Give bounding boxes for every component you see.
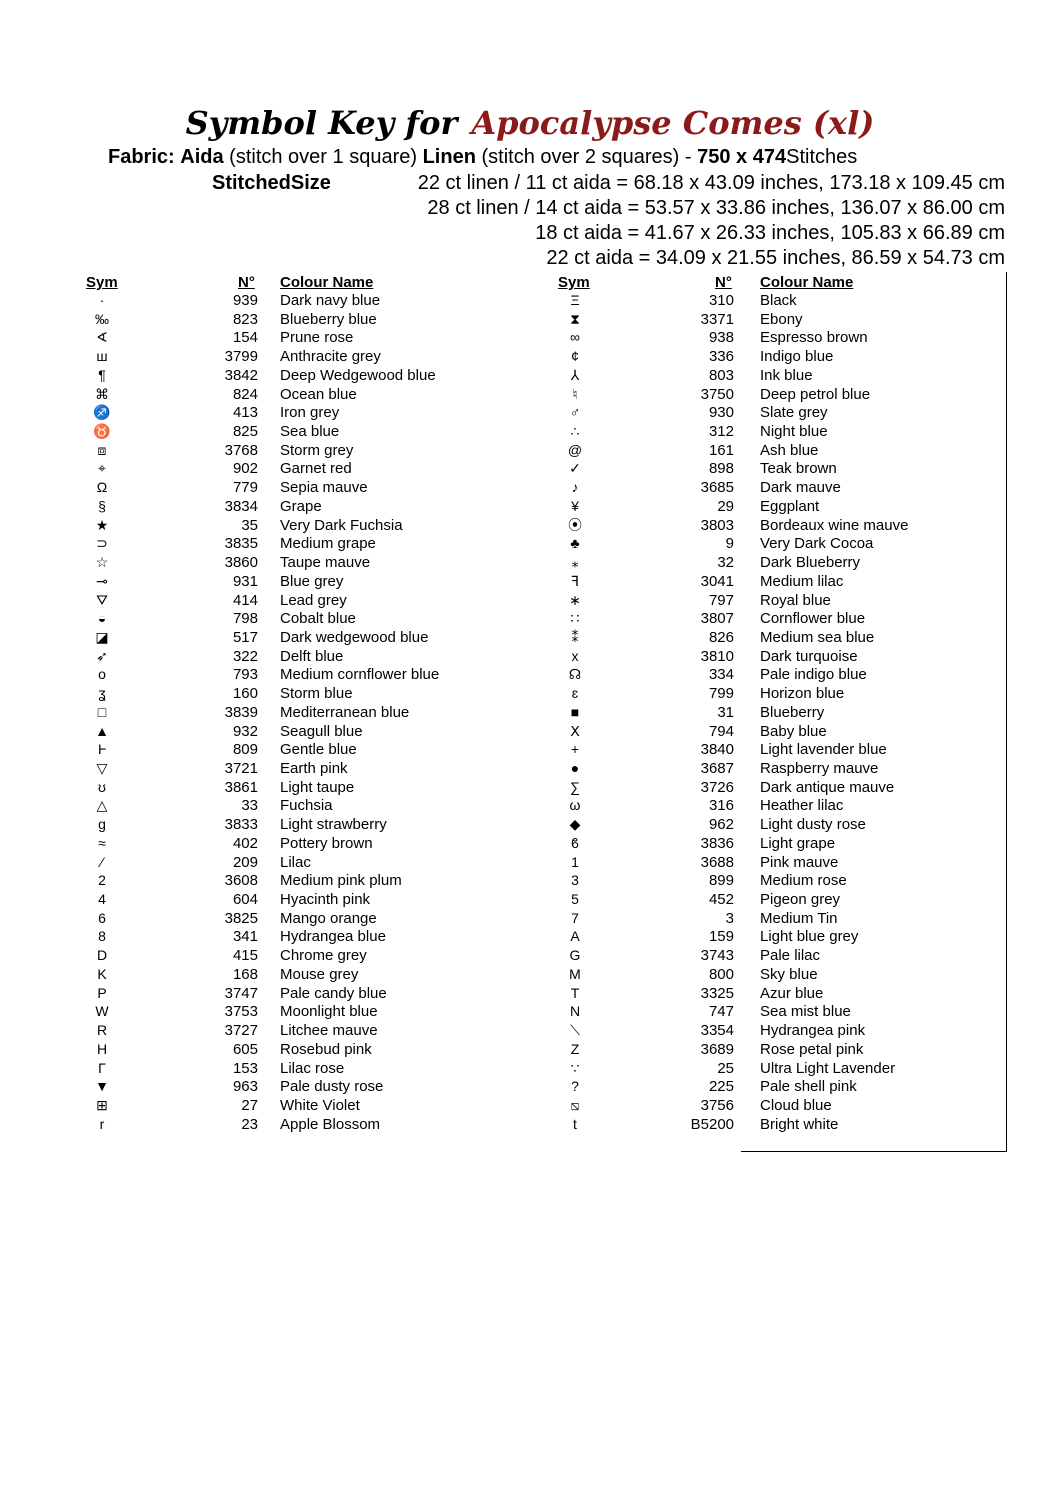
colour-name: Rose petal pink [760, 1040, 864, 1058]
dmc-number: 3 [725, 909, 734, 927]
symbol-glyph: R [96, 1022, 108, 1039]
colour-name: Storm grey [280, 441, 354, 459]
colour-name: Dark Blueberry [760, 554, 861, 572]
dmc-number: 452 [708, 891, 734, 909]
colour-name: Light blue grey [760, 928, 859, 946]
dmc-number: 27 [241, 1096, 258, 1114]
dmc-number: 341 [232, 928, 258, 946]
dmc-number: 310 [708, 292, 734, 309]
symbol-glyph: ш [96, 348, 108, 365]
fabric-label: Fabric: [108, 146, 175, 168]
dmc-number: 312 [708, 423, 734, 441]
dmc-number: 3834 [224, 497, 258, 515]
dmc-number: 3807 [700, 610, 734, 628]
dmc-number: 898 [708, 460, 734, 478]
colour-name: Light dusty rose [760, 816, 866, 834]
dmc-number: 3768 [224, 441, 258, 459]
dmc-number: 3750 [700, 385, 734, 403]
symbol-glyph: ¥ [571, 497, 579, 514]
colour-name: Espresso brown [760, 329, 868, 347]
dmc-number: 168 [232, 965, 258, 983]
dmc-number: 29 [717, 497, 734, 515]
symbol-glyph: ■ [570, 703, 580, 720]
colour-name: Mango orange [280, 909, 377, 927]
symbol-glyph: ⧗ [570, 310, 580, 327]
symbol-glyph: + [570, 741, 580, 758]
symbol-glyph: ⊃ [96, 535, 108, 552]
colour-name: Rosebud pink [280, 1040, 372, 1058]
symbol-glyph: 3 [571, 872, 579, 889]
symbol-glyph: 6 [98, 909, 106, 926]
colour-name: Light taupe [280, 778, 355, 796]
dmc-number: 800 [708, 965, 734, 983]
colour-name: Medium Tin [760, 909, 838, 927]
symbol-glyph: ∞ [570, 329, 580, 346]
symbol-glyph: ⛛ [96, 591, 108, 608]
symbol-glyph: ⦿ [568, 516, 582, 533]
symbol-glyph: 7 [571, 909, 579, 926]
dmc-number: 31 [717, 703, 734, 721]
symbol-glyph: ʊ [98, 778, 106, 795]
symbol-glyph: ◪ [95, 628, 109, 645]
symbol-glyph: ✓ [569, 460, 581, 477]
dmc-number: B5200 [690, 1115, 734, 1133]
colour-name: Teak brown [760, 460, 837, 478]
dmc-number: 225 [708, 1078, 734, 1096]
dmc-number: 25 [717, 1059, 734, 1077]
symbol-glyph: ▲ [95, 722, 109, 739]
dmc-number: 3689 [700, 1040, 734, 1058]
dmc-number: 402 [232, 834, 258, 852]
symbol-glyph: 4 [98, 891, 106, 908]
dmc-number: 747 [708, 1003, 734, 1021]
dmc-number: 3861 [224, 778, 258, 796]
dmc-number: 3721 [224, 760, 258, 777]
symbol-glyph: ⊞ [96, 1096, 108, 1113]
dmc-number: 154 [232, 329, 258, 347]
colour-name: Ultra Light Lavender [760, 1059, 896, 1077]
dmc-number: 3727 [224, 1022, 258, 1040]
dmc-number: 793 [232, 666, 258, 684]
colour-name: Sky blue [760, 965, 818, 983]
colour-name: Fuchsia [280, 797, 333, 815]
fabric-line [108, 146, 857, 169]
dmc-number: 823 [232, 310, 258, 328]
colour-name: Heather lilac [760, 797, 844, 815]
dmc-number: 35 [241, 516, 258, 534]
header-name-left: Colour Name [280, 274, 374, 291]
dmc-number: 161 [708, 441, 734, 459]
dmc-number: 963 [232, 1078, 258, 1096]
dmc-number: 159 [708, 928, 734, 946]
header-num-left: N° [238, 274, 255, 291]
colour-name: Pale dusty rose [280, 1078, 384, 1096]
dmc-number: 826 [708, 628, 734, 646]
symbol-glyph: ♐ [93, 404, 111, 421]
dmc-number: 3753 [224, 1003, 258, 1021]
symbol-glyph: ☆ [95, 554, 109, 571]
colour-name: Very Dark Fuchsia [280, 516, 403, 534]
dmc-number: 414 [232, 591, 258, 609]
symbol-glyph: ‰ [95, 310, 109, 327]
colour-name: White Violet [280, 1096, 360, 1114]
dmc-number: 517 [232, 628, 258, 646]
symbol-glyph: § [98, 497, 106, 514]
colour-name: Pottery brown [280, 834, 373, 852]
dmc-number: 932 [232, 722, 258, 740]
colour-name: Lilac [280, 853, 311, 871]
symbol-glyph: G [569, 947, 581, 964]
symbol-glyph: ➶ [96, 647, 108, 664]
colour-name: Horizon blue [760, 685, 845, 703]
symbol-glyph: 1 [571, 853, 579, 870]
symbol-glyph: ⌖ [98, 460, 106, 477]
dmc-number: 3810 [700, 647, 734, 665]
colour-name: Light strawberry [280, 816, 387, 834]
colour-name: Bright white [760, 1115, 839, 1133]
table-border-right [1006, 272, 1007, 1152]
title-lead: Symbol Key for [185, 104, 458, 142]
symbol-glyph: ¢ [571, 348, 579, 365]
dmc-number: 809 [232, 741, 258, 759]
dmc-number: 413 [232, 404, 258, 422]
symbol-glyph: T [570, 984, 580, 1001]
dmc-number: 962 [708, 816, 734, 834]
dmc-number: 3835 [224, 535, 258, 553]
symbol-glyph: Ⅹ [570, 722, 580, 739]
symbol-glyph: ⅄ [570, 366, 580, 383]
colour-name: Pale indigo blue [760, 666, 867, 684]
colour-name: Light lavender blue [760, 741, 887, 759]
dmc-number: 153 [232, 1059, 258, 1077]
colour-name: Blueberry [760, 703, 825, 721]
colour-name: Gentle blue [280, 741, 357, 759]
colour-name: Ink blue [760, 366, 813, 384]
colour-name: Dark mauve [760, 479, 841, 497]
symbol-glyph: ⁎ [571, 554, 579, 571]
dmc-number: 336 [708, 348, 734, 366]
colour-name: Storm blue [280, 685, 353, 703]
colour-name: Ash blue [760, 441, 819, 459]
colour-name: Medium cornflower blue [280, 666, 440, 684]
dmc-number: 794 [708, 722, 734, 740]
colour-name: Lilac rose [280, 1059, 345, 1077]
symbol-glyph: · [99, 292, 105, 308]
symbol-glyph: K [97, 965, 107, 982]
dmc-number: 9 [725, 535, 734, 553]
symbol-glyph: ∵ [570, 1059, 580, 1076]
colour-name: Sea mist blue [760, 1003, 851, 1021]
colour-name: Medium grape [280, 535, 376, 553]
colour-name: Prune rose [280, 329, 354, 347]
colour-name: Raspberry mauve [760, 760, 879, 777]
colour-name: Medium pink plum [280, 872, 402, 890]
colour-name: Cloud blue [760, 1096, 832, 1114]
colour-name: Dark antique mauve [760, 778, 895, 796]
symbol-glyph: ∢ [96, 329, 108, 346]
symbol-glyph: M [569, 965, 581, 982]
symbol-glyph: ⊸ [96, 572, 108, 589]
colour-name: Grape [280, 497, 322, 515]
dmc-number: 3608 [224, 872, 258, 890]
colour-name: Medium lilac [760, 572, 844, 590]
dmc-number: 3687 [700, 760, 734, 777]
colour-name: Sea blue [280, 423, 340, 441]
colour-name: Dark turquoise [760, 647, 858, 665]
colour-name: Hydrangea pink [760, 1022, 866, 1040]
symbol-glyph: H [96, 1040, 108, 1057]
colour-name: Deep Wedgewood blue [280, 366, 436, 384]
colour-name: Dark wedgewood blue [280, 628, 429, 646]
symbol-glyph: ʓ [98, 685, 106, 702]
symbol-glyph: Ⱶ [97, 741, 107, 758]
symbol-glyph: ♪ [571, 479, 579, 496]
colour-name: Iron grey [280, 404, 340, 422]
dmc-number: 3836 [700, 834, 734, 852]
colour-name: Baby blue [760, 722, 827, 740]
size-line: 22 ct aida = 34.09 x 21.55 inches, 86.59 x 54.73 cm [546, 247, 1005, 269]
dmc-number: 3747 [224, 984, 258, 1002]
colour-name: Azur blue [760, 984, 824, 1002]
header-num-right: N° [715, 274, 732, 291]
symbol-glyph: r [99, 1115, 105, 1132]
dmc-number: 160 [232, 685, 258, 703]
symbol-glyph: ∗ [569, 591, 581, 608]
dmc-number: 605 [232, 1040, 258, 1058]
dmc-number: 3842 [224, 366, 258, 384]
dmc-number: 3325 [700, 984, 734, 1002]
colour-name: Seagull blue [280, 722, 363, 740]
symbol-glyph: Ω [96, 479, 108, 496]
colour-name: Slate grey [760, 404, 828, 422]
colour-name: Blue grey [280, 572, 344, 590]
pattern-name: Apocalypse Comes (xl) [471, 104, 875, 142]
symbol-glyph: ⧈ [97, 441, 107, 458]
dmc-number: 334 [708, 666, 734, 684]
dmc-number: 3833 [224, 816, 258, 834]
colour-name: Chrome grey [280, 947, 367, 965]
symbol-glyph: ♮ [572, 385, 578, 402]
dmc-number: 797 [708, 591, 734, 609]
colour-name: Hyacinth pink [280, 891, 371, 909]
colour-name: Light grape [760, 834, 836, 852]
colour-name: Lead grey [280, 591, 347, 609]
dmc-number: 33 [241, 797, 258, 815]
fabric-dims: 750 x 474 [697, 146, 787, 168]
dmc-number: 824 [232, 385, 258, 403]
colour-name: Pale candy blue [280, 984, 387, 1002]
symbol-glyph: 5 [571, 891, 579, 908]
symbol-glyph: ● [570, 760, 580, 776]
dmc-number: 3803 [700, 516, 734, 534]
symbol-glyph: ∷ [570, 610, 580, 627]
fabric-aida: Aida [180, 146, 224, 168]
colour-name: Pale lilac [760, 947, 821, 965]
size-line: 18 ct aida = 41.67 x 26.33 inches, 105.83 x 66.89 cm [535, 222, 1005, 244]
symbol-glyph: ꟻ [570, 572, 580, 589]
colour-name: Pigeon grey [760, 891, 841, 909]
dmc-number: 3685 [700, 479, 734, 497]
dmc-number: 899 [708, 872, 734, 890]
colour-name: Garnet red [280, 460, 352, 478]
dmc-number: 825 [232, 423, 258, 441]
dmc-number: 3799 [224, 348, 258, 366]
colour-name: Royal blue [760, 591, 831, 609]
dmc-number: 32 [717, 554, 734, 572]
symbol-glyph: ⌘ [95, 385, 109, 402]
dmc-number: 939 [232, 292, 258, 309]
dmc-number: 3354 [700, 1022, 734, 1040]
symbol-glyph: x [571, 647, 579, 664]
size-line: 22 ct linen / 11 ct aida = 68.18 x 43.09 inches, 173.18 x 109.45 cm [417, 172, 1005, 194]
symbol-glyph: Γ [98, 1059, 106, 1076]
symbol-glyph: N [569, 1003, 581, 1020]
symbol-glyph: ◆ [569, 816, 581, 833]
colour-name: Indigo blue [760, 348, 834, 366]
symbol-glyph: ≈ [98, 834, 106, 851]
dmc-number: 3743 [700, 947, 734, 965]
symbol-glyph: ★ [95, 516, 109, 533]
colour-name: Pink mauve [760, 853, 839, 871]
dmc-number: 798 [232, 610, 258, 628]
symbol-glyph: ▼ [95, 1078, 109, 1095]
dmc-number: 316 [708, 797, 734, 815]
dmc-number: 3371 [700, 310, 734, 328]
symbol-glyph: ⟍ [570, 1022, 580, 1039]
dmc-number: 322 [232, 647, 258, 665]
colour-name: Medium rose [760, 872, 847, 890]
dmc-number: 3860 [224, 554, 258, 572]
colour-name: Moonlight blue [280, 1003, 378, 1021]
colour-name: Dark navy blue [280, 292, 381, 309]
colour-name: Litchee mauve [280, 1022, 378, 1040]
colour-name: Sepia mauve [280, 479, 368, 497]
dmc-number: 902 [232, 460, 258, 478]
symbol-glyph: D [96, 947, 108, 964]
symbol-glyph: ɛ [571, 685, 579, 702]
symbol-glyph: ω [569, 797, 581, 814]
colour-name: Mediterranean blue [280, 703, 410, 721]
dmc-number: 415 [232, 947, 258, 965]
colour-name: Pale shell pink [760, 1078, 857, 1096]
symbol-glyph: 8 [98, 928, 106, 945]
symbol-glyph: ♂ [569, 404, 581, 421]
colour-name: Earth pink [280, 760, 348, 777]
header-sym-left: Sym [86, 274, 118, 291]
colour-name: Night blue [760, 423, 828, 441]
stitched-size-label: StitchedSize [212, 172, 331, 194]
colour-name: Black [760, 292, 797, 309]
dmc-number: 604 [232, 891, 258, 909]
colour-name: Cornflower blue [760, 610, 866, 628]
colour-name: Blueberry blue [280, 310, 377, 328]
symbol-glyph: ☊ [568, 666, 582, 683]
colour-name: Ocean blue [280, 385, 357, 403]
colour-name: Taupe mauve [280, 554, 371, 572]
symbol-glyph: ¶ [98, 366, 106, 383]
page-title [0, 104, 1060, 142]
dmc-number: 3688 [700, 853, 734, 871]
symbol-glyph: Z [570, 1040, 580, 1057]
size-line: 28 ct linen / 14 ct aida = 53.57 x 33.86 inches, 136.07 x 86.00 cm [427, 197, 1005, 219]
dmc-number: 3756 [700, 1096, 734, 1114]
fabric-linen-note: (stitch over 2 squares) - [481, 146, 692, 168]
symbol-glyph: ⧅ [570, 1096, 580, 1113]
symbol-glyph: ◒ [97, 610, 107, 627]
header-sym-right: Sym [558, 274, 590, 291]
dmc-number: 779 [232, 479, 258, 497]
colour-name: Cobalt blue [280, 610, 356, 628]
symbol-glyph: ♉ [93, 423, 111, 440]
dmc-number: 930 [708, 404, 734, 422]
symbol-glyph: A [570, 928, 580, 945]
symbol-glyph: ⁑ [571, 628, 579, 645]
dmc-number: 803 [708, 366, 734, 384]
symbol-glyph: ⁄ [100, 853, 104, 870]
symbol-glyph: t [573, 1115, 577, 1132]
colour-name: Hydrangea blue [280, 928, 386, 946]
symbol-glyph: ϐ [570, 834, 580, 851]
colour-name: Anthracite grey [280, 348, 381, 366]
dmc-number: 931 [232, 572, 258, 590]
symbol-glyph: g [98, 816, 106, 833]
symbol-glyph: P [97, 984, 107, 1001]
colour-name: Ebony [760, 310, 803, 328]
symbol-glyph: Ξ [570, 292, 580, 308]
symbol-glyph: W [95, 1003, 109, 1020]
colour-name: Very Dark Cocoa [760, 535, 874, 553]
colour-name: Bordeaux wine mauve [760, 516, 909, 534]
fabric-linen: Linen [422, 146, 476, 168]
symbol-glyph: o [98, 666, 106, 683]
dmc-number: 3839 [224, 703, 258, 721]
symbol-glyph: 2 [98, 872, 106, 889]
colour-name: Delft blue [280, 647, 344, 665]
colour-name: Apple Blossom [280, 1115, 381, 1133]
dmc-number: 23 [241, 1115, 258, 1133]
dmc-number: 938 [708, 329, 734, 347]
dmc-number: 3825 [224, 909, 258, 927]
dmc-number: 3726 [700, 778, 734, 796]
dmc-number: 209 [232, 853, 258, 871]
table-border-bottom [741, 1151, 1007, 1152]
dmc-number: 3041 [700, 572, 734, 590]
fabric-aida-note: (stitch over 1 square) [229, 146, 418, 168]
header-name-right: Colour Name [760, 274, 854, 291]
colour-name: Deep petrol blue [760, 385, 871, 403]
symbol-glyph: ♣ [570, 535, 580, 552]
colour-name: Mouse grey [280, 965, 359, 983]
symbol-glyph: ▽ [96, 760, 108, 776]
symbol-glyph: ∑ [570, 778, 580, 795]
symbol-glyph: ∴ [570, 423, 580, 440]
symbol-glyph: @ [567, 441, 583, 458]
fabric-stitches: Stitches [786, 146, 858, 168]
dmc-number: 799 [708, 685, 734, 703]
dmc-number: 3840 [700, 741, 734, 759]
symbol-glyph: □ [97, 703, 107, 720]
colour-name: Eggplant [760, 497, 820, 515]
symbol-glyph: △ [96, 797, 108, 814]
colour-name: Medium sea blue [760, 628, 875, 646]
symbol-glyph: ? [571, 1078, 579, 1095]
